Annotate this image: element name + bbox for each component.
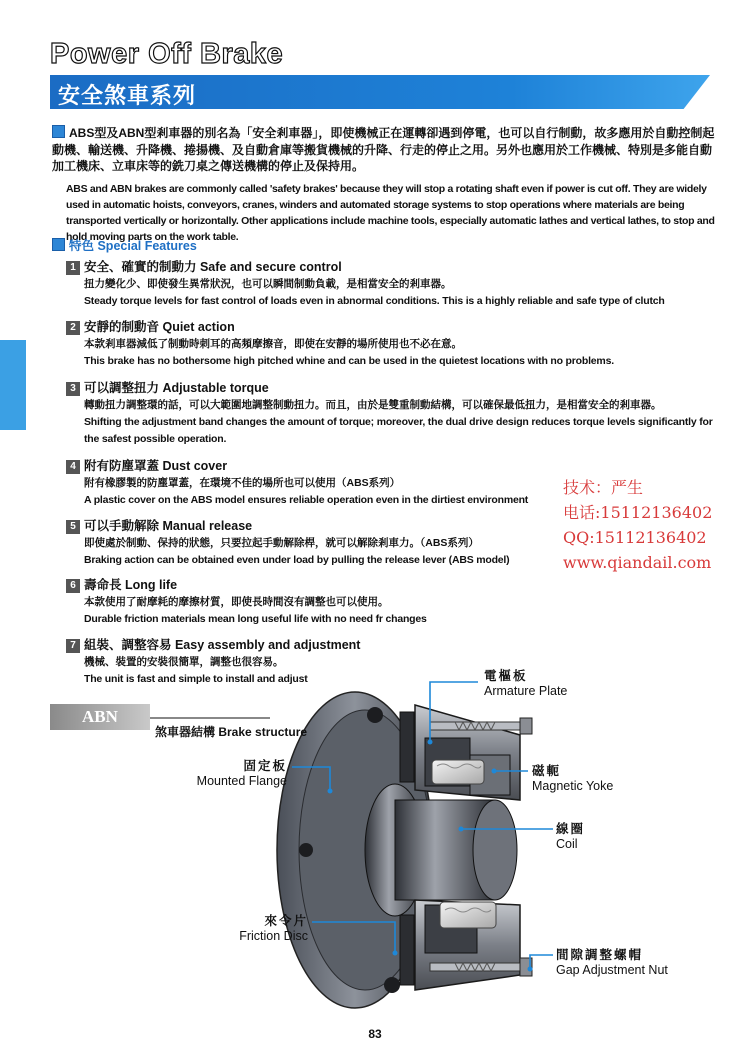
structure-title: 煞車器結構 Brake structure — [155, 725, 308, 739]
feature-number-badge: 6 — [66, 579, 80, 593]
feature-desc-cn: 即使處於制動、保持的狀態，只要拉起手動解除桿，就可以解除剎車力。（ABS系列） — [84, 537, 479, 549]
feature-title-text: 可以調整扭力 Adjustable torque — [84, 381, 269, 395]
abn-tag: ABN — [82, 707, 118, 726]
coil-part-lower — [440, 902, 496, 928]
features-heading-text: 特色 Special Features — [69, 239, 197, 253]
coil-part-upper — [432, 760, 484, 784]
label-en: Coil — [556, 837, 578, 851]
label-gap-adjustment-nut — [556, 948, 668, 978]
leader-gap-nut — [530, 955, 553, 968]
label-en: Magnetic Yoke — [532, 779, 614, 793]
label-cn: 電樞板 — [484, 669, 528, 683]
label-mounted-flange — [170, 759, 287, 789]
feature-number-badge: 2 — [66, 321, 80, 335]
label-friction-disc — [210, 914, 308, 944]
feature-number-badge: 1 — [66, 261, 80, 275]
label-cn: 線圈 — [556, 822, 586, 836]
feature-desc-en: Braking action can be obtained even under load by pulling the release lever (ABS model) — [84, 554, 510, 566]
intro-cn-text: ABS型及ABN型剎車器的別名為「安全剎車器」，即使機械正在運轉卻遇到停電，也可以自行制動，故多應用於自動控制起動機、輸送機、升降機、捲揚機、及自動倉庫等搬貨機械的升降、行走的停止之用。另外也應用於工作機械、特別是多能自動加工機床、立車床等的銑刀桌之傳送機構的停止及保持用。 — [52, 126, 715, 173]
contact-website[interactable]: www.qiandail.com — [563, 553, 712, 572]
feature-number-badge: 3 — [66, 382, 80, 396]
page-title: Power Off Brake — [50, 38, 284, 70]
series-subtitle: 安全煞車系列 — [58, 83, 197, 108]
feature-number-badge: 4 — [66, 460, 80, 474]
label-cn: 來令片 — [264, 914, 308, 928]
feature-desc-en: Shifting the adjustment band changes the amount of torque; moreover, the dual drive design reduces torque levels significantly for the safest possible operation. — [84, 416, 713, 445]
contact-phone: 电话:15112136402 — [563, 503, 713, 522]
abn-divider — [150, 717, 270, 719]
feature-number-badge: 5 — [66, 520, 80, 534]
feature-title-text: 可以手動解除 Manual release — [84, 519, 253, 533]
feature-title-text: 組裝、調整容易 Easy assembly and adjustment — [84, 638, 361, 652]
feature-desc-cn: 附有橡膠製的防塵罩蓋，在環境不佳的場所也可以使用（ABS系列） — [84, 477, 401, 489]
feature-desc-cn: 扭力變化少、即使發生異常狀況，也可以瞬間制動負載，是相當安全的剎車器。 — [84, 278, 452, 290]
intro-paragraph-en: ABS and ABN brakes are commonly called 'safety brakes' because they will stop a rotating shaft even if power is cut off. They are widely used in automatic hoists, conveyors, cranes, winders and automated storage systems to stop operations where materials are being transported vertically or horizontally. Other applications include machine tools, especially automatic lathes and vertical lathes, to stop and hold moving parts on the work table. — [66, 183, 715, 243]
feature-desc-en: The unit is fast and simple to install and adjust — [84, 673, 308, 685]
contact-person: 技术：严生 — [563, 478, 644, 497]
label-en: Gap Adjustment Nut — [556, 963, 668, 977]
page-number: 83 — [368, 1027, 382, 1041]
feature-title-text: 安靜的制動音 Quiet action — [84, 320, 235, 334]
label-cn: 磁軛 — [532, 764, 562, 778]
label-en: Mounted Flange — [196, 774, 287, 788]
hub-part — [365, 784, 517, 916]
feature-desc-cn: 本款使用了耐摩耗的摩擦材質，即使長時間沒有調整也可以使用。 — [84, 596, 389, 608]
feature-desc-en: Durable friction materials mean long useful life with no need fr changes — [84, 613, 427, 625]
feature-desc-cn: 機械、裝置的安裝很簡單，調整也很容易。 — [84, 656, 284, 668]
feature-title-text: 安全、確實的制動力 Safe and secure control — [84, 260, 342, 274]
label-magnetic-yoke — [532, 764, 613, 794]
feature-desc-cn: 轉動扭力調整環的話，可以大範圍地調整制動扭力。而且，由於是雙重制動結構，可以確保最低扭力，是相當安全的剎車器。 — [84, 399, 662, 411]
feature-desc-cn: 本款剎車器減低了制動時刺耳的高頻摩擦音，即使在安靜的場所使用也不必在意。 — [84, 338, 462, 350]
label-coil — [556, 822, 585, 852]
feature-title-text: 壽命長 Long life — [84, 578, 178, 592]
feature-desc-en: This brake has no bothersome high pitched whine and can be used in the quietest locations with no problems. — [84, 355, 614, 367]
feature-title-text: 附有防塵罩蓋 Dust cover — [84, 459, 228, 473]
label-cn: 間隙調整螺帽 — [556, 948, 644, 962]
label-en: Armature Plate — [484, 684, 568, 698]
feature-number-badge: 7 — [66, 639, 80, 653]
label-en: Friction Disc — [239, 929, 308, 943]
label-cn: 固定板 — [243, 759, 287, 773]
feature-desc-en: Steady torque levels for fast control of loads even in abnormal conditions. This is a highly reliable and safe type of clutch — [84, 295, 665, 307]
label-armature-plate — [484, 669, 567, 699]
contact-qq: QQ:15112136402 — [563, 528, 707, 547]
feature-desc-en: A plastic cover on the ABS model ensures reliable operation even in the dirtiest environment — [84, 494, 529, 506]
